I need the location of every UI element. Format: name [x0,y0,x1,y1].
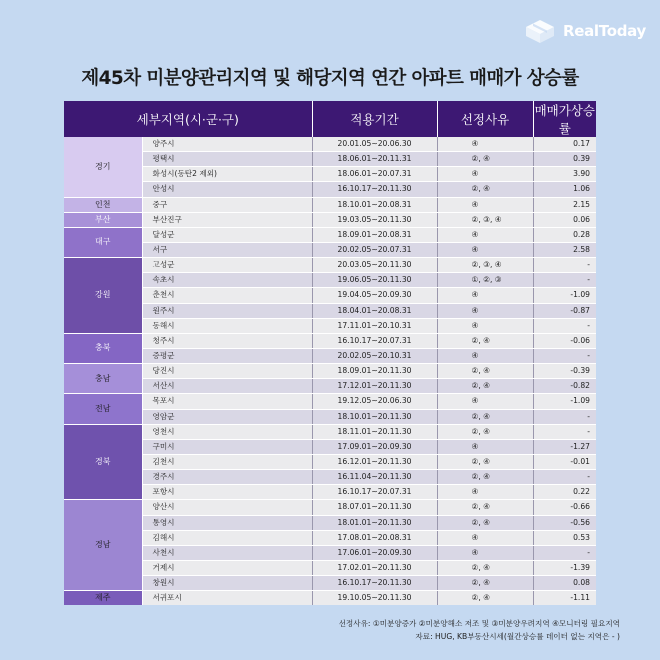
subregion-cell: 영암군 [142,409,312,424]
reason-cell: ④ [437,303,533,318]
period-cell: 18.09.01~20.11.30 [312,364,437,379]
header-period: 적용기간 [312,101,437,137]
subregion-cell: 포항시 [142,485,312,500]
subregion-cell: 통영시 [142,515,312,530]
rate-cell: - [533,409,596,424]
reason-cell: ④ [437,545,533,560]
header-reason: 선정사유 [437,101,533,137]
reason-cell: ④ [437,167,533,182]
rate-cell: 0.08 [533,576,596,591]
subregion-cell: 춘천시 [142,288,312,303]
rate-cell: -1.27 [533,439,596,454]
subregion-cell: 목포시 [142,394,312,409]
rate-cell: - [533,545,596,560]
table-row [64,576,596,591]
table-row [64,303,596,318]
region-cell: 인천 [64,197,142,212]
rate-cell: 1.06 [533,182,596,197]
period-cell: 17.12.01~20.11.30 [312,379,437,394]
subregion-cell: 중구 [142,197,312,212]
rate-cell: -1.09 [533,394,596,409]
reason-cell: ②, ④ [437,560,533,575]
reason-cell: ④ [437,318,533,333]
rate-cell: - [533,348,596,363]
table-row [64,364,596,379]
reason-cell: ②, ③, ④ [437,212,533,227]
period-cell: 19.03.05~20.11.30 [312,212,437,227]
table-row [64,348,596,363]
reason-cell: ④ [437,348,533,363]
reason-cell: ②, ④ [437,379,533,394]
reason-cell: ②, ④ [437,409,533,424]
table-row [64,182,596,197]
period-cell: 17.06.01~20.09.30 [312,545,437,560]
subregion-cell: 서구 [142,242,312,257]
rate-cell: - [533,258,596,273]
table-row [64,591,596,606]
period-cell: 18.09.01~20.08.31 [312,227,437,242]
period-cell: 18.10.01~20.11.30 [312,409,437,424]
reason-cell: ④ [437,485,533,500]
region-cell: 충남 [64,364,142,394]
subregion-cell: 증평군 [142,348,312,363]
table-row [64,485,596,500]
period-cell: 18.06.01~20.07.31 [312,167,437,182]
subregion-cell: 사천시 [142,545,312,560]
region-cell: 경북 [64,424,142,500]
subregion-cell: 안성시 [142,182,312,197]
subregion-cell: 경주시 [142,470,312,485]
table-row [64,500,596,515]
period-cell: 20.03.05~20.11.30 [312,258,437,273]
table-header-row [64,101,596,137]
reason-cell: ①, ②, ③ [437,273,533,288]
period-cell: 19.12.05~20.06.30 [312,394,437,409]
subregion-cell: 동해시 [142,318,312,333]
reason-cell: ④ [437,530,533,545]
table-row [64,288,596,303]
brand-logo [523,18,646,44]
reason-cell: ④ [437,288,533,303]
period-cell: 19.06.05~20.11.30 [312,273,437,288]
rate-cell: -1.39 [533,560,596,575]
reason-cell: ②, ④ [437,500,533,515]
period-cell: 16.12.01~20.11.30 [312,454,437,469]
table-body [64,137,596,605]
reason-cell: ②, ④ [437,454,533,469]
source-note: 자료: HUG, KB부동산시세(월간상승률 데이터 없는 지역은 - ) [415,632,620,641]
reason-cell: ④ [437,439,533,454]
reason-cell: ④ [437,197,533,212]
region-cell: 제주 [64,591,142,606]
period-cell: 16.11.04~20.11.30 [312,470,437,485]
period-cell: 18.11.01~20.11.30 [312,424,437,439]
subregion-cell: 구미시 [142,439,312,454]
rate-cell: -1.11 [533,591,596,606]
table-row [64,394,596,409]
reason-cell: ②, ④ [437,515,533,530]
table-row [64,545,596,560]
table-row [64,227,596,242]
period-cell: 16.10.17~20.07.31 [312,485,437,500]
period-cell: 20.02.05~20.07.31 [312,242,437,257]
rate-cell: - [533,424,596,439]
table-row [64,242,596,257]
table-row [64,470,596,485]
reason-cell: ④ [437,227,533,242]
reason-cell: ②, ④ [437,182,533,197]
table-row [64,318,596,333]
reason-cell: ②, ④ [437,152,533,167]
period-cell: 19.10.05~20.11.30 [312,591,437,606]
table-row [64,409,596,424]
rate-cell: -0.66 [533,500,596,515]
period-cell: 20.02.05~20.10.31 [312,348,437,363]
region-cell: 충북 [64,333,142,363]
rate-cell: 2.15 [533,197,596,212]
subregion-cell: 부산진구 [142,212,312,227]
subregion-cell: 서산시 [142,379,312,394]
table-row [64,379,596,394]
table-row [64,137,596,152]
region-cell: 대구 [64,227,142,257]
table-row [64,439,596,454]
subregion-cell: 양주시 [142,137,312,152]
table-row [64,454,596,469]
rate-cell: 0.53 [533,530,596,545]
rate-cell: - [533,273,596,288]
subregion-cell: 달성군 [142,227,312,242]
reason-cell: ②, ④ [437,591,533,606]
reason-cell: ④ [437,242,533,257]
subregion-cell: 창원시 [142,576,312,591]
page-title: 제45차 미분양관리지역 및 해당지역 연간 아파트 매매가 상승률 [81,68,579,89]
table-row [64,424,596,439]
subregion-cell: 김천시 [142,454,312,469]
period-cell: 18.01.01~20.11.30 [312,515,437,530]
rate-cell: 0.28 [533,227,596,242]
rate-cell: 2.58 [533,242,596,257]
rate-cell: -0.82 [533,379,596,394]
table-row [64,515,596,530]
subregion-cell: 거제시 [142,560,312,575]
subregion-cell: 속초시 [142,273,312,288]
data-table [64,101,596,605]
table-row [64,258,596,273]
table-row [64,197,596,212]
subregion-cell: 고성군 [142,258,312,273]
rate-cell: -0.87 [533,303,596,318]
subregion-cell: 당진시 [142,364,312,379]
subregion-cell: 평택시 [142,152,312,167]
rate-cell: -1.09 [533,288,596,303]
region-cell: 전남 [64,394,142,424]
region-cell: 경기 [64,137,142,197]
subregion-cell: 양산시 [142,500,312,515]
rate-cell: 0.17 [533,137,596,152]
reason-cell: ②, ④ [437,576,533,591]
period-cell: 18.07.01~20.11.30 [312,500,437,515]
period-cell: 18.10.01~20.08.31 [312,197,437,212]
rate-cell: 0.39 [533,152,596,167]
rate-cell: 3.90 [533,167,596,182]
subregion-cell: 원주시 [142,303,312,318]
period-cell: 17.11.01~20.10.31 [312,318,437,333]
period-cell: 17.09.01~20.09.30 [312,439,437,454]
reason-cell: ②, ③, ④ [437,258,533,273]
rate-cell: -0.06 [533,333,596,348]
subregion-cell: 서귀포시 [142,591,312,606]
reason-cell: ④ [437,137,533,152]
rate-cell: - [533,470,596,485]
table-row [64,560,596,575]
brand-name: RealToday [562,22,646,40]
header-rate: 매매가상승률 [534,103,595,136]
period-cell: 16.10.17~20.07.31 [312,333,437,348]
region-cell: 강원 [64,258,142,334]
table-row [64,212,596,227]
subregion-cell: 영천시 [142,424,312,439]
table-row [64,152,596,167]
subregion-cell: 김해시 [142,530,312,545]
cube-logo-icon [523,18,557,44]
subregion-cell: 청주시 [142,333,312,348]
rate-cell: 0.06 [533,212,596,227]
subregion-cell: 화성시(동탄2 제외) [142,167,312,182]
period-cell: 18.06.01~20.11.31 [312,152,437,167]
reason-cell: ②, ④ [437,424,533,439]
rate-cell: -0.39 [533,364,596,379]
reason-legend: 선정사유: ①미분양증가 ②미분양해소 저조 및 ③미분양우려지역 ④모니터링 필요지역 [338,619,620,628]
table-row [64,273,596,288]
reason-cell: ②, ④ [437,364,533,379]
header-subregion: 세부지역(시·군·구) [64,101,312,137]
table-row [64,530,596,545]
table-row [64,167,596,182]
region-cell: 부산 [64,212,142,227]
period-cell: 17.02.01~20.11.30 [312,560,437,575]
reason-cell: ②, ④ [437,333,533,348]
rate-cell: 0.22 [533,485,596,500]
rate-cell: -0.56 [533,515,596,530]
period-cell: 19.04.05~20.09.30 [312,288,437,303]
period-cell: 16.10.17~20.11.30 [312,576,437,591]
rate-cell: - [533,318,596,333]
period-cell: 16.10.17~20.11.30 [312,182,437,197]
period-cell: 18.04.01~20.08.31 [312,303,437,318]
table-row [64,333,596,348]
reason-cell: ②, ④ [437,470,533,485]
reason-cell: ④ [437,394,533,409]
region-cell: 경남 [64,500,142,591]
period-cell: 17.08.01~20.08.31 [312,530,437,545]
period-cell: 20.01.05~20.06.30 [312,137,437,152]
rate-cell: -0.01 [533,454,596,469]
